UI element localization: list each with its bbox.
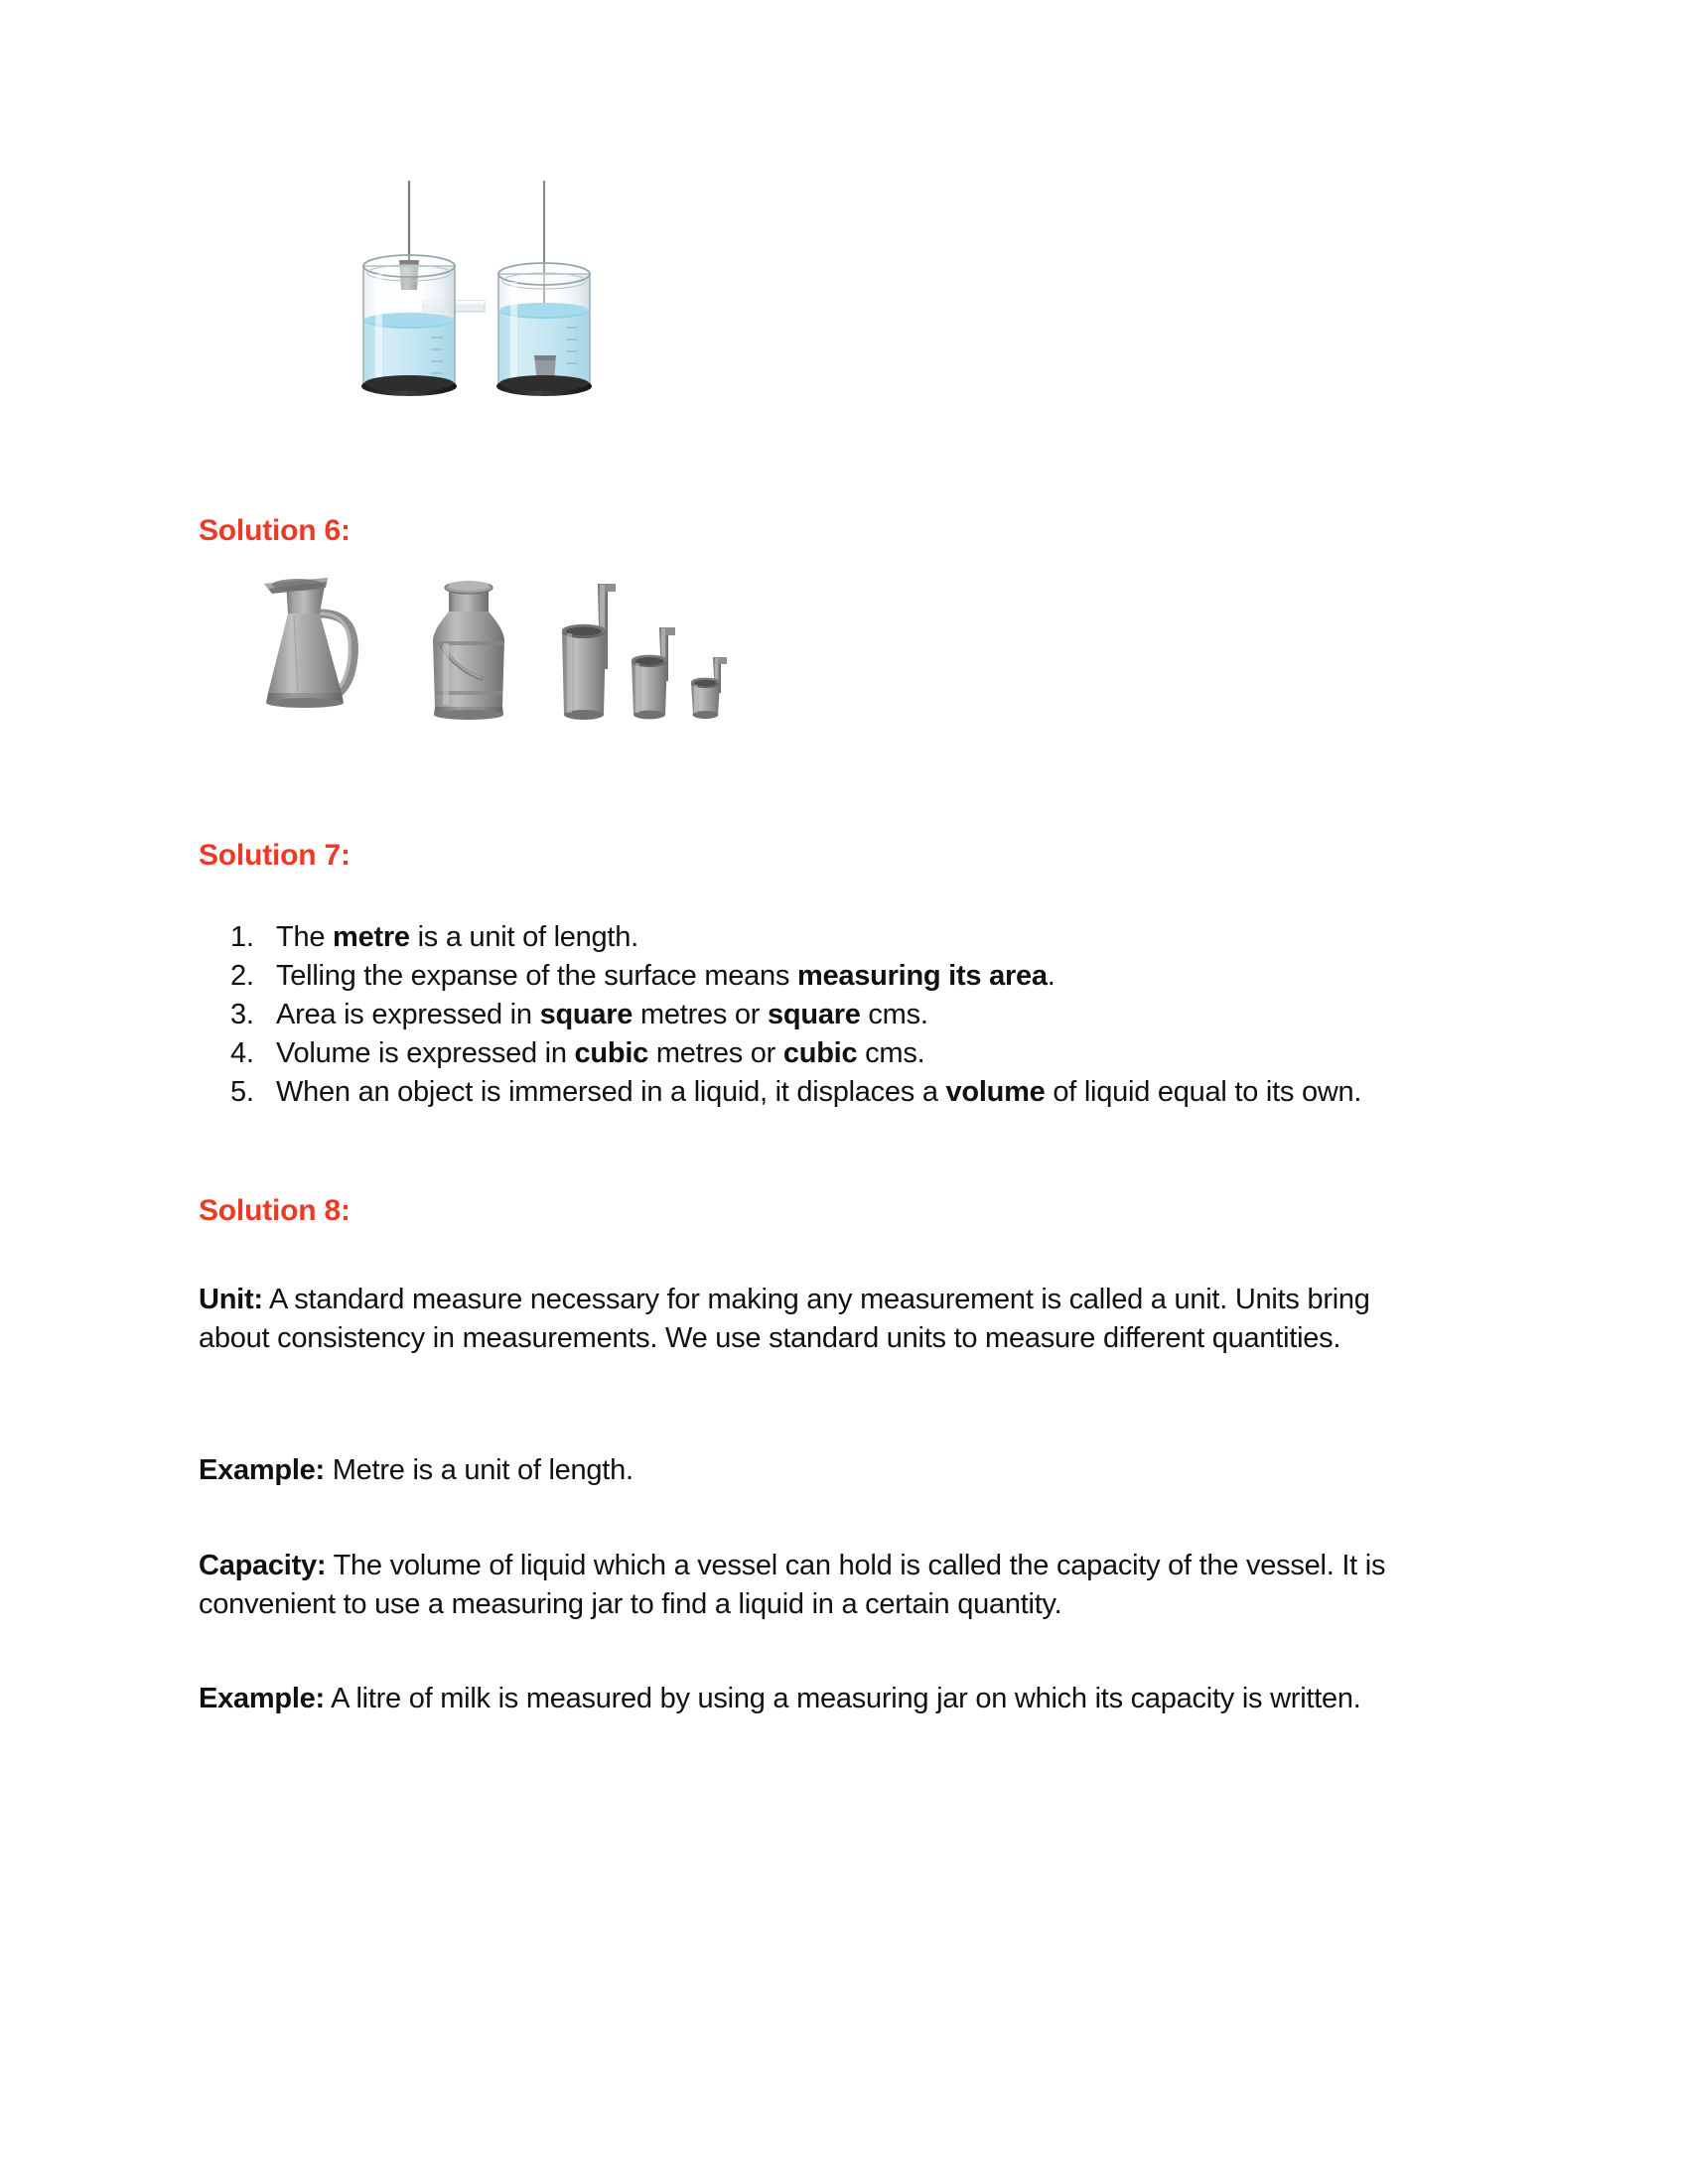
list-item-text-prefix: When an object is immersed in a liquid, it displaces a (276, 1076, 946, 1108)
water-displacement-illustration (328, 179, 626, 496)
list-item-text-bold: cubic (574, 1037, 649, 1069)
list-item (276, 996, 1479, 1034)
list-item-text-suffix: of liquid equal to its own. (1045, 1076, 1362, 1108)
solution-8-paragraph-unit (199, 1281, 1420, 1357)
vessel-measuring-can-small (691, 657, 727, 719)
cylinder-right (496, 181, 592, 396)
term-label: Capacity: (199, 1550, 327, 1581)
list-item-text-suffix: . (1047, 960, 1055, 992)
vessel-milk-can (433, 581, 504, 720)
term-label: Example: (199, 1454, 325, 1486)
cylinder-left (361, 181, 457, 396)
list-item (276, 1073, 1479, 1112)
paragraph (199, 1547, 1420, 1623)
list-item-text-prefix: The (276, 921, 334, 953)
solution-8-heading: Solution 8: (199, 1194, 351, 1227)
solution-8-paragraph-example-2 (199, 1680, 1430, 1718)
list-item (276, 1034, 1479, 1073)
list-item-text-mid: metres or (633, 999, 769, 1030)
list-item-text-bold-2: square (768, 999, 861, 1030)
list-item-text-suffix: cms. (857, 1037, 925, 1069)
solution-7-heading: Solution 7: (199, 839, 351, 872)
solution-7-list (199, 918, 1479, 1112)
vessel-measuring-can-large (562, 584, 616, 720)
list-item-text-prefix: Telling the expanse of the surface means (276, 960, 797, 992)
list-item (276, 918, 1479, 957)
figure-water-displacement (328, 179, 626, 496)
paragraph-text: A litre of milk is measured by using a measuring jar on which its capacity is written. (324, 1683, 1361, 1714)
list-item-text-prefix: Area is expressed in (276, 999, 540, 1030)
solution-6-heading-block (199, 514, 351, 547)
term-label: Unit: (199, 1284, 263, 1315)
list-item-text-bold-2: cubic (782, 1037, 858, 1069)
list-item-text-mid: metres or (648, 1037, 783, 1069)
solution-6-heading: Solution 6: (199, 514, 351, 547)
paragraph-text: A standard measure necessary for making any measurement is called a unit. Units bring about consistency in measurements. We use standard units to measure different quantities. (199, 1284, 1370, 1354)
list-item-text-suffix: cms. (860, 999, 928, 1030)
list-item-text-prefix: Volume is expressed in (276, 1037, 575, 1069)
vessel-measuring-can-medium (632, 627, 675, 719)
list-item-text-bold: square (539, 999, 633, 1030)
list-item-text-bold: volume (945, 1076, 1046, 1108)
list-item-text-suffix: is a unit of length. (409, 921, 638, 953)
paragraph (199, 1281, 1420, 1357)
solution-8-heading-block (199, 1194, 351, 1227)
list-item (276, 957, 1479, 996)
solution-7-list-block (199, 918, 1479, 1112)
solution-7-heading-block (199, 839, 351, 872)
list-item-text-bold: metre (333, 921, 410, 953)
paragraph (199, 1680, 1430, 1718)
term-label: Example: (199, 1683, 325, 1714)
paragraph (199, 1451, 1420, 1490)
paragraph-text: The volume of liquid which a vessel can hold is called the capacity of the vessel. It is convenient to use a measuring jar to find a liquid in a certain quantity. (199, 1550, 1386, 1620)
solution-8-paragraph-example-1 (199, 1451, 1420, 1490)
vessel-jug (264, 578, 353, 708)
figure-measuring-vessels (228, 566, 784, 774)
measuring-vessels-illustration (228, 566, 784, 774)
list-item-text-bold: measuring its area (796, 960, 1048, 992)
solution-8-paragraph-capacity (199, 1547, 1420, 1623)
paragraph-text: Metre is a unit of length. (324, 1454, 633, 1486)
